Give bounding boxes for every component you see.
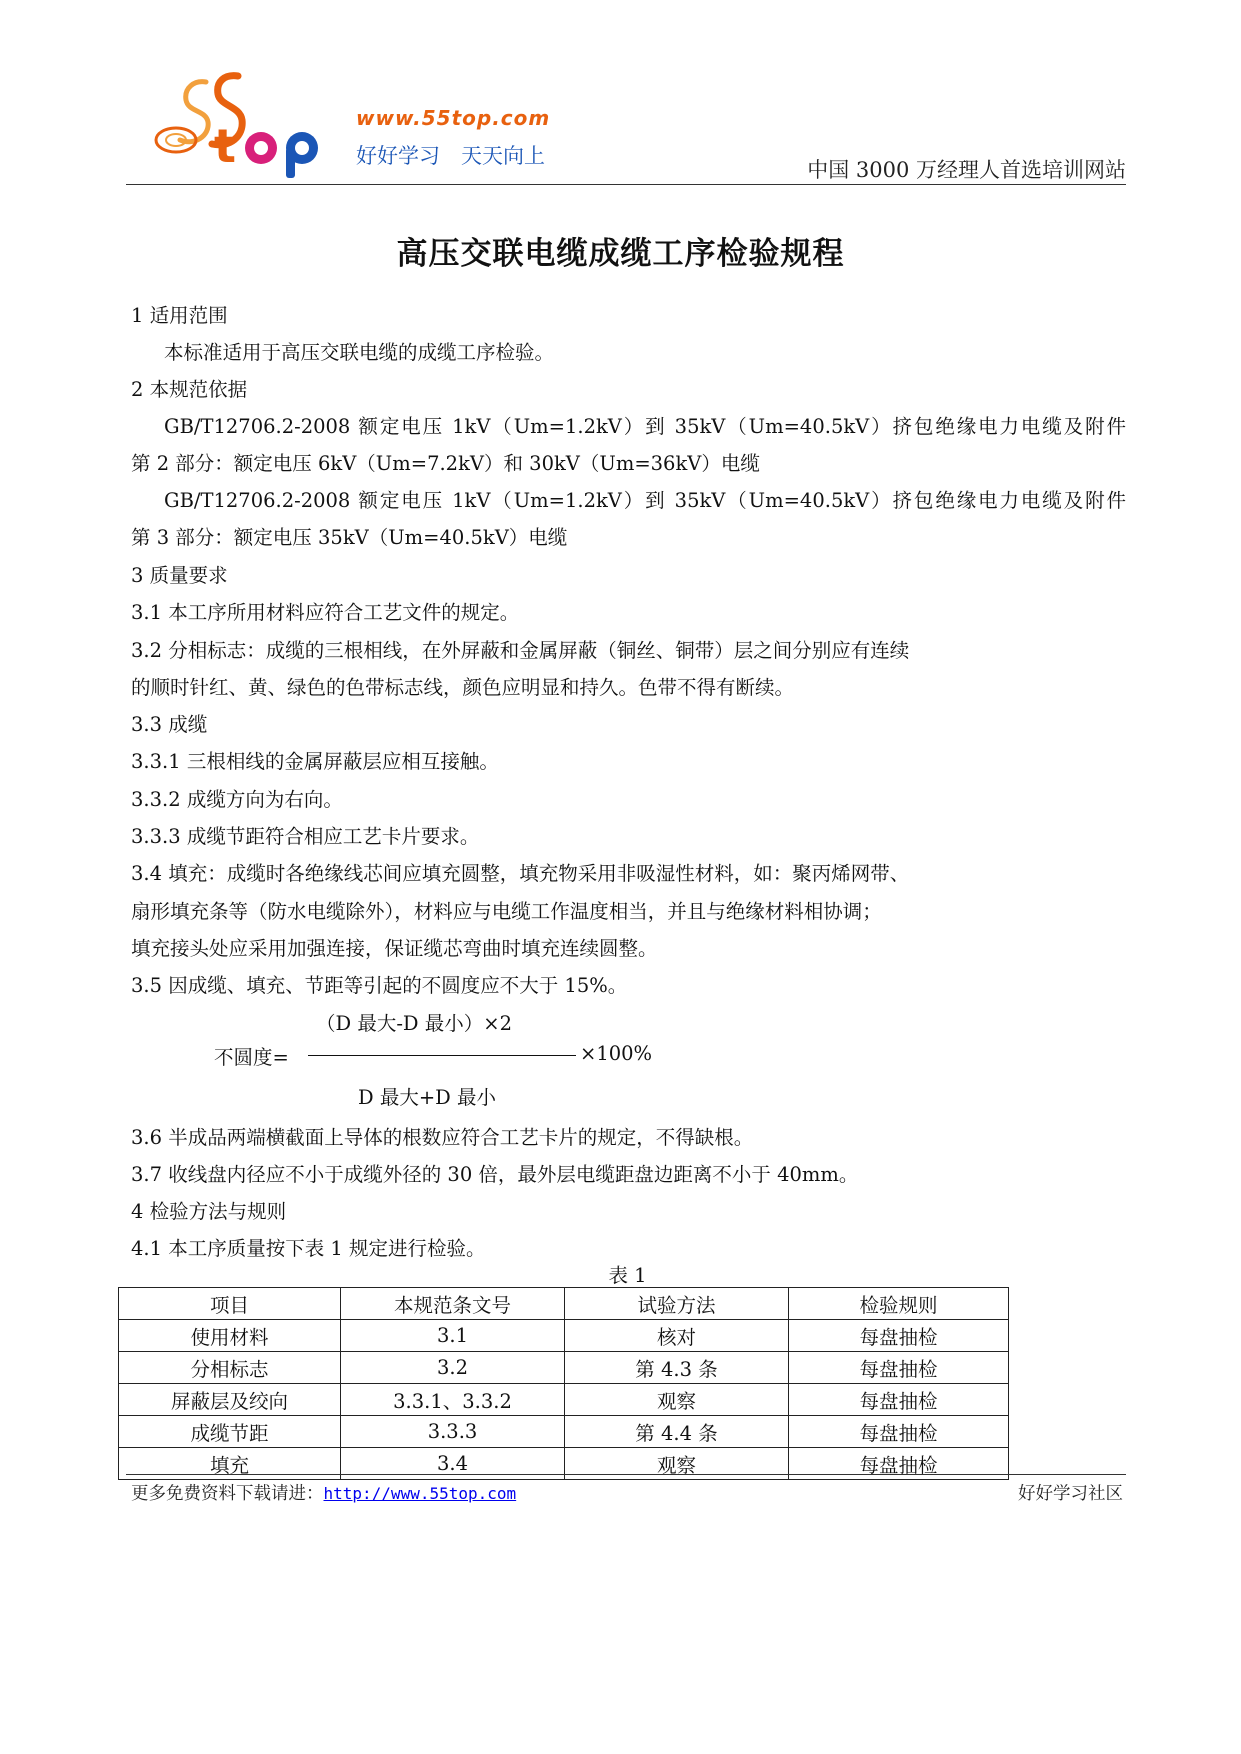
clause-3-6: 3.6 半成品两端横截面上导体的根数应符合工艺卡片的规定，不得缺根。 (131, 1126, 754, 1149)
clause-3-7: 3.7 收线盘内径应不小于成缆外径的 30 倍，最外层电缆距盘边距离不小于 40mm。 (131, 1163, 859, 1186)
header-tagline: 中国 3000 万经理人首选培训网站 (807, 158, 1126, 182)
section-3-heading: 3 质量要求 (131, 564, 228, 587)
section-4-heading: 4 检验方法与规则 (131, 1200, 287, 1223)
table-cell: 3.2 (341, 1352, 565, 1384)
table-cell: 使用材料 (119, 1320, 341, 1352)
logo-url-text: www.55top.com (356, 106, 551, 130)
reference-1-line-2: 第 2 部分：额定电压 6kV（Um=7.2kV）和 30kV（Um=36kV）电缆 (131, 452, 760, 475)
table-cell: 屏蔽层及绞向 (119, 1384, 341, 1416)
header-divider (126, 184, 1126, 185)
table-cell: 每盘抽检 (789, 1384, 1009, 1416)
section-1-heading: 1 适用范围 (131, 304, 228, 327)
footer-download-note (131, 1480, 516, 1505)
clause-3-4-line-1: 3.4 填充：成缆时各绝缘线芯间应填充圆整，填充物采用非吸湿性材料，如：聚丙烯网带、 (131, 862, 910, 885)
table-caption: 表 1 (608, 1264, 647, 1287)
table-header-cell: 试验方法 (565, 1288, 789, 1320)
clause-3-3: 3.3 成缆 (131, 713, 208, 736)
reference-1-line-1: GB/T12706.2-2008 额定电压 1kV（Um=1.2kV）到 35kV（Um=40.5kV）挤包绝缘电力电缆及附件 (164, 415, 1126, 438)
table-cell: 3.4 (341, 1448, 565, 1480)
table-row (119, 1384, 1009, 1416)
clause-3-4-line-2: 扇形填充条等（防水电缆除外），材料应与电缆工作温度相当，并且与绝缘材料相协调； (131, 900, 882, 923)
section-1-text: 本标准适用于高压交联电缆的成缆工序检验。 (164, 341, 555, 364)
footer-text: 更多免费资料下载请进： (131, 1484, 324, 1504)
table-row (119, 1320, 1009, 1352)
table-cell: 每盘抽检 (789, 1320, 1009, 1352)
reference-2-line-2: 第 3 部分：额定电压 35kV（Um=40.5kV）电缆 (131, 526, 568, 549)
section-2-heading: 2 本规范依据 (131, 378, 248, 401)
table-cell: 分相标志 (119, 1352, 341, 1384)
55top-logo-graphic (146, 70, 356, 180)
inspection-table (118, 1287, 1009, 1480)
table-cell: 核对 (565, 1320, 789, 1352)
table-row (119, 1416, 1009, 1448)
site-logo[interactable] (146, 70, 596, 180)
table-header-row (119, 1288, 1009, 1320)
table-header-cell: 本规范条文号 (341, 1288, 565, 1320)
table-cell: 第 4.4 条 (565, 1416, 789, 1448)
svg-text:t: t (214, 119, 236, 173)
formula-lhs: 不圆度= (214, 1046, 289, 1069)
table-header-cell: 项目 (119, 1288, 341, 1320)
footer-link[interactable]: http://www.55top.com (323, 1484, 517, 1503)
clause-3-3-3: 3.3.3 成缆节距符合相应工艺卡片要求。 (131, 825, 480, 848)
table-cell: 第 4.3 条 (565, 1352, 789, 1384)
table-cell: 观察 (565, 1448, 789, 1480)
footer-divider (126, 1474, 1126, 1475)
clause-3-2-line-2: 的顺时针红、黄、绿色的色带标志线，颜色应明显和持久。色带不得有断续。 (131, 676, 795, 699)
formula-fraction-bar (308, 1055, 576, 1056)
table-cell: 观察 (565, 1384, 789, 1416)
formula-factor: ×100% (580, 1042, 653, 1065)
table-cell: 3.3.1、3.3.2 (341, 1384, 565, 1416)
reference-2-line-1: GB/T12706.2-2008 额定电压 1kV（Um=1.2kV）到 35kV（Um=40.5kV）挤包绝缘电力电缆及附件 (164, 489, 1126, 512)
table-cell: 每盘抽检 (789, 1448, 1009, 1480)
clause-3-3-1: 3.3.1 三根相线的金属屏蔽层应相互接触。 (131, 750, 499, 773)
clause-3-5: 3.5 因成缆、填充、节距等引起的不圆度应不大于 15%。 (131, 974, 628, 997)
table-cell: 成缆节距 (119, 1416, 341, 1448)
table-row (119, 1352, 1009, 1384)
clause-3-4-line-3: 填充接头处应采用加强连接，保证缆芯弯曲时填充连续圆整。 (131, 937, 658, 960)
table-cell: 3.3.3 (341, 1416, 565, 1448)
clause-3-3-2: 3.3.2 成缆方向为右向。 (131, 788, 343, 811)
clause-3-2-line-1: 3.2 分相标志：成缆的三根相线，在外屏蔽和金属屏蔽（铜丝、铜带）层之间分别应有连续 (131, 639, 910, 662)
formula-denominator: D 最大+D 最小 (358, 1086, 497, 1109)
table-cell: 每盘抽检 (789, 1416, 1009, 1448)
page-header (126, 60, 1126, 186)
logo-slogan: 好好学习 天天向上 (356, 144, 545, 168)
table-cell: 填充 (119, 1448, 341, 1480)
document-title: 高压交联电缆成缆工序检验规程 (396, 236, 845, 272)
table-header-cell: 检验规则 (789, 1288, 1009, 1320)
clause-4-1: 4.1 本工序质量按下表 1 规定进行检验。 (131, 1237, 486, 1260)
table-cell: 每盘抽检 (789, 1352, 1009, 1384)
formula-numerator: （D 最大-D 最小）×2 (316, 1012, 512, 1035)
clause-3-1: 3.1 本工序所用材料应符合工艺文件的规定。 (131, 601, 520, 624)
footer-community: 好好学习社区 (1018, 1484, 1123, 1504)
table-cell: 3.1 (341, 1320, 565, 1352)
